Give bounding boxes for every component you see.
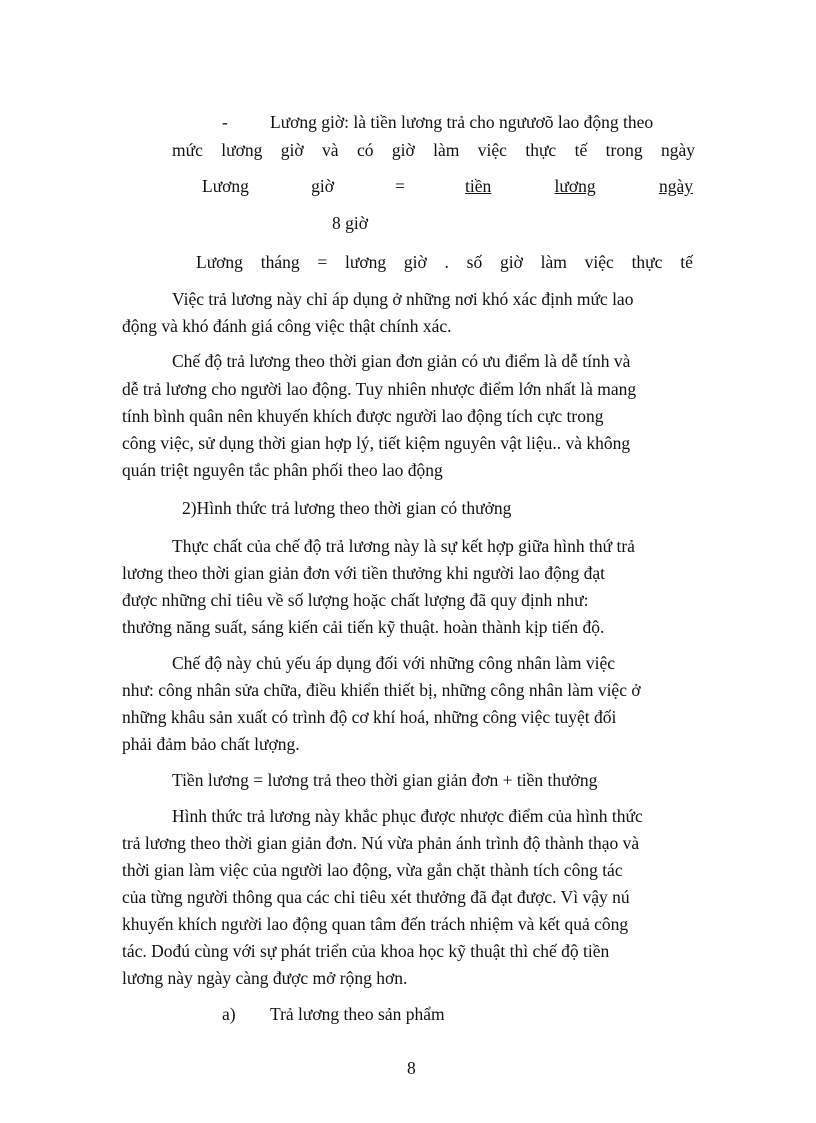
formula-word: lương [345, 252, 387, 272]
formula-lhs [202, 175, 334, 197]
para2-line: Chế độ trả lương theo thời gian đơn giản có ưu điểm là dễ tính và [172, 351, 631, 371]
formula-word: tiền [465, 176, 492, 196]
section-a-marker: a) [222, 1004, 236, 1024]
hourly-definition-line2 [172, 139, 695, 161]
formula-word: giờ [499, 252, 523, 272]
formula-word: việc [584, 252, 614, 272]
para2-line: dễ trả lương cho người lao động. Tuy nhiên nhược điểm lớn nhất là mang [122, 379, 637, 399]
hourly-definition-line1: Lương giờ: là tiền lương trả cho ngưươõ lao động theo [270, 112, 654, 132]
bullet-dash: - [222, 112, 228, 132]
para4-line: những khâu sản xuất có trình độ cơ khí hoá, những công việc tuyệt đối [122, 707, 617, 727]
para2-line: công việc, sử dụng thời gian hợp lý, tiết kiệm nguyên vật liệu.. và không [122, 433, 631, 453]
formula-word: làm [540, 252, 567, 272]
word: trong [605, 140, 643, 160]
para3-line: Thực chất của chế độ trả lương này là sự kết hợp giữa hình thứ trả [172, 536, 635, 556]
formula-word: Lương [202, 176, 249, 196]
formula-word: thực [631, 252, 663, 272]
formula-word: tháng [260, 252, 300, 272]
para5-line: thời gian làm việc của người lao động, vừa gắn chặt thành tích công tác [122, 860, 623, 880]
word: giờ [391, 140, 415, 160]
para2-line: quán triệt nguyên tắc phân phối theo lao động [122, 460, 443, 480]
formula-word: giờ [311, 176, 334, 196]
formula-numerator [465, 175, 693, 197]
para4-line: như: công nhân sửa chữa, điều khiển thiết bị, những công nhân làm việc ở [122, 680, 641, 700]
total-wage-formula: Tiền lương = lương trả theo thời gian giản đơn + tiền thưởng [172, 770, 598, 790]
para3-line: lương theo thời gian giản đơn với tiền thưởng khi người lao động đạt [122, 563, 606, 583]
section-heading-2: 2)Hình thức trả lương theo thời gian có thưởng [182, 498, 512, 518]
formula-equals: = [395, 176, 405, 196]
formula-word: số [466, 252, 483, 272]
para5-line: lương này ngày càng được mở rộng hơn. [122, 968, 408, 988]
word: làm [433, 140, 460, 160]
para3-line: được những chỉ tiêu về số lượng hoặc chất lượng đã quy định như: [122, 590, 589, 610]
formula-word: Lương [196, 252, 243, 272]
formula-word: tế [680, 252, 693, 272]
para5-line: tác. Dođú cùng với sự phát triển của khoa học kỹ thuật thì chế độ tiền [122, 941, 610, 961]
formula-word: lương [554, 176, 596, 196]
word: việc [477, 140, 507, 160]
word: có [356, 140, 374, 160]
formula-denominator: 8 giờ [332, 213, 368, 233]
para4-line: Chế độ này chủ yếu áp dụng đối với những công nhân làm việc [172, 653, 616, 673]
word: giờ [280, 140, 304, 160]
word: mức [172, 140, 203, 160]
word: thực [525, 140, 557, 160]
para1-line: động và khó đánh giá công việc thật chính xác. [122, 316, 452, 336]
formula-word: ngày [658, 176, 693, 196]
formula-word: . [444, 252, 449, 272]
para5-line: của từng người thông qua các chỉ tiêu xét thưởng đã đạt được. Vì vậy nú [122, 887, 630, 907]
monthly-wage-formula [196, 251, 693, 273]
word: lương [221, 140, 263, 160]
para5-line: Hình thức trả lương này khắc phục được nhược điểm của hình thức [172, 806, 643, 826]
para5-line: trả lương theo thời gian giản đơn. Nú vừa phản ánh trình độ thành thạo và [122, 833, 640, 853]
formula-word: = [317, 252, 328, 272]
word: tế [574, 140, 588, 160]
para3-line: thưởng năng suất, sáng kiến cải tiến kỹ thuật. hoàn thành kịp tiến độ. [122, 617, 605, 637]
page-number: 8 [407, 1058, 416, 1078]
para2-line: tính bình quân nên khuyến khích được người lao động tích cực trong [122, 406, 604, 426]
word: và [322, 140, 339, 160]
word: ngày [660, 140, 695, 160]
para1-line: Việc trả lương này chỉ áp dụng ở những nơi khó xác định mức lao [172, 289, 634, 309]
para4-line: phải đảm bảo chất lượng. [122, 734, 300, 754]
formula-word: giờ [403, 252, 427, 272]
section-a-title: Trả lương theo sản phẩm [270, 1004, 445, 1024]
para5-line: khuyến khích người lao động quan tâm đến trách nhiệm và kết quả công [122, 914, 629, 934]
